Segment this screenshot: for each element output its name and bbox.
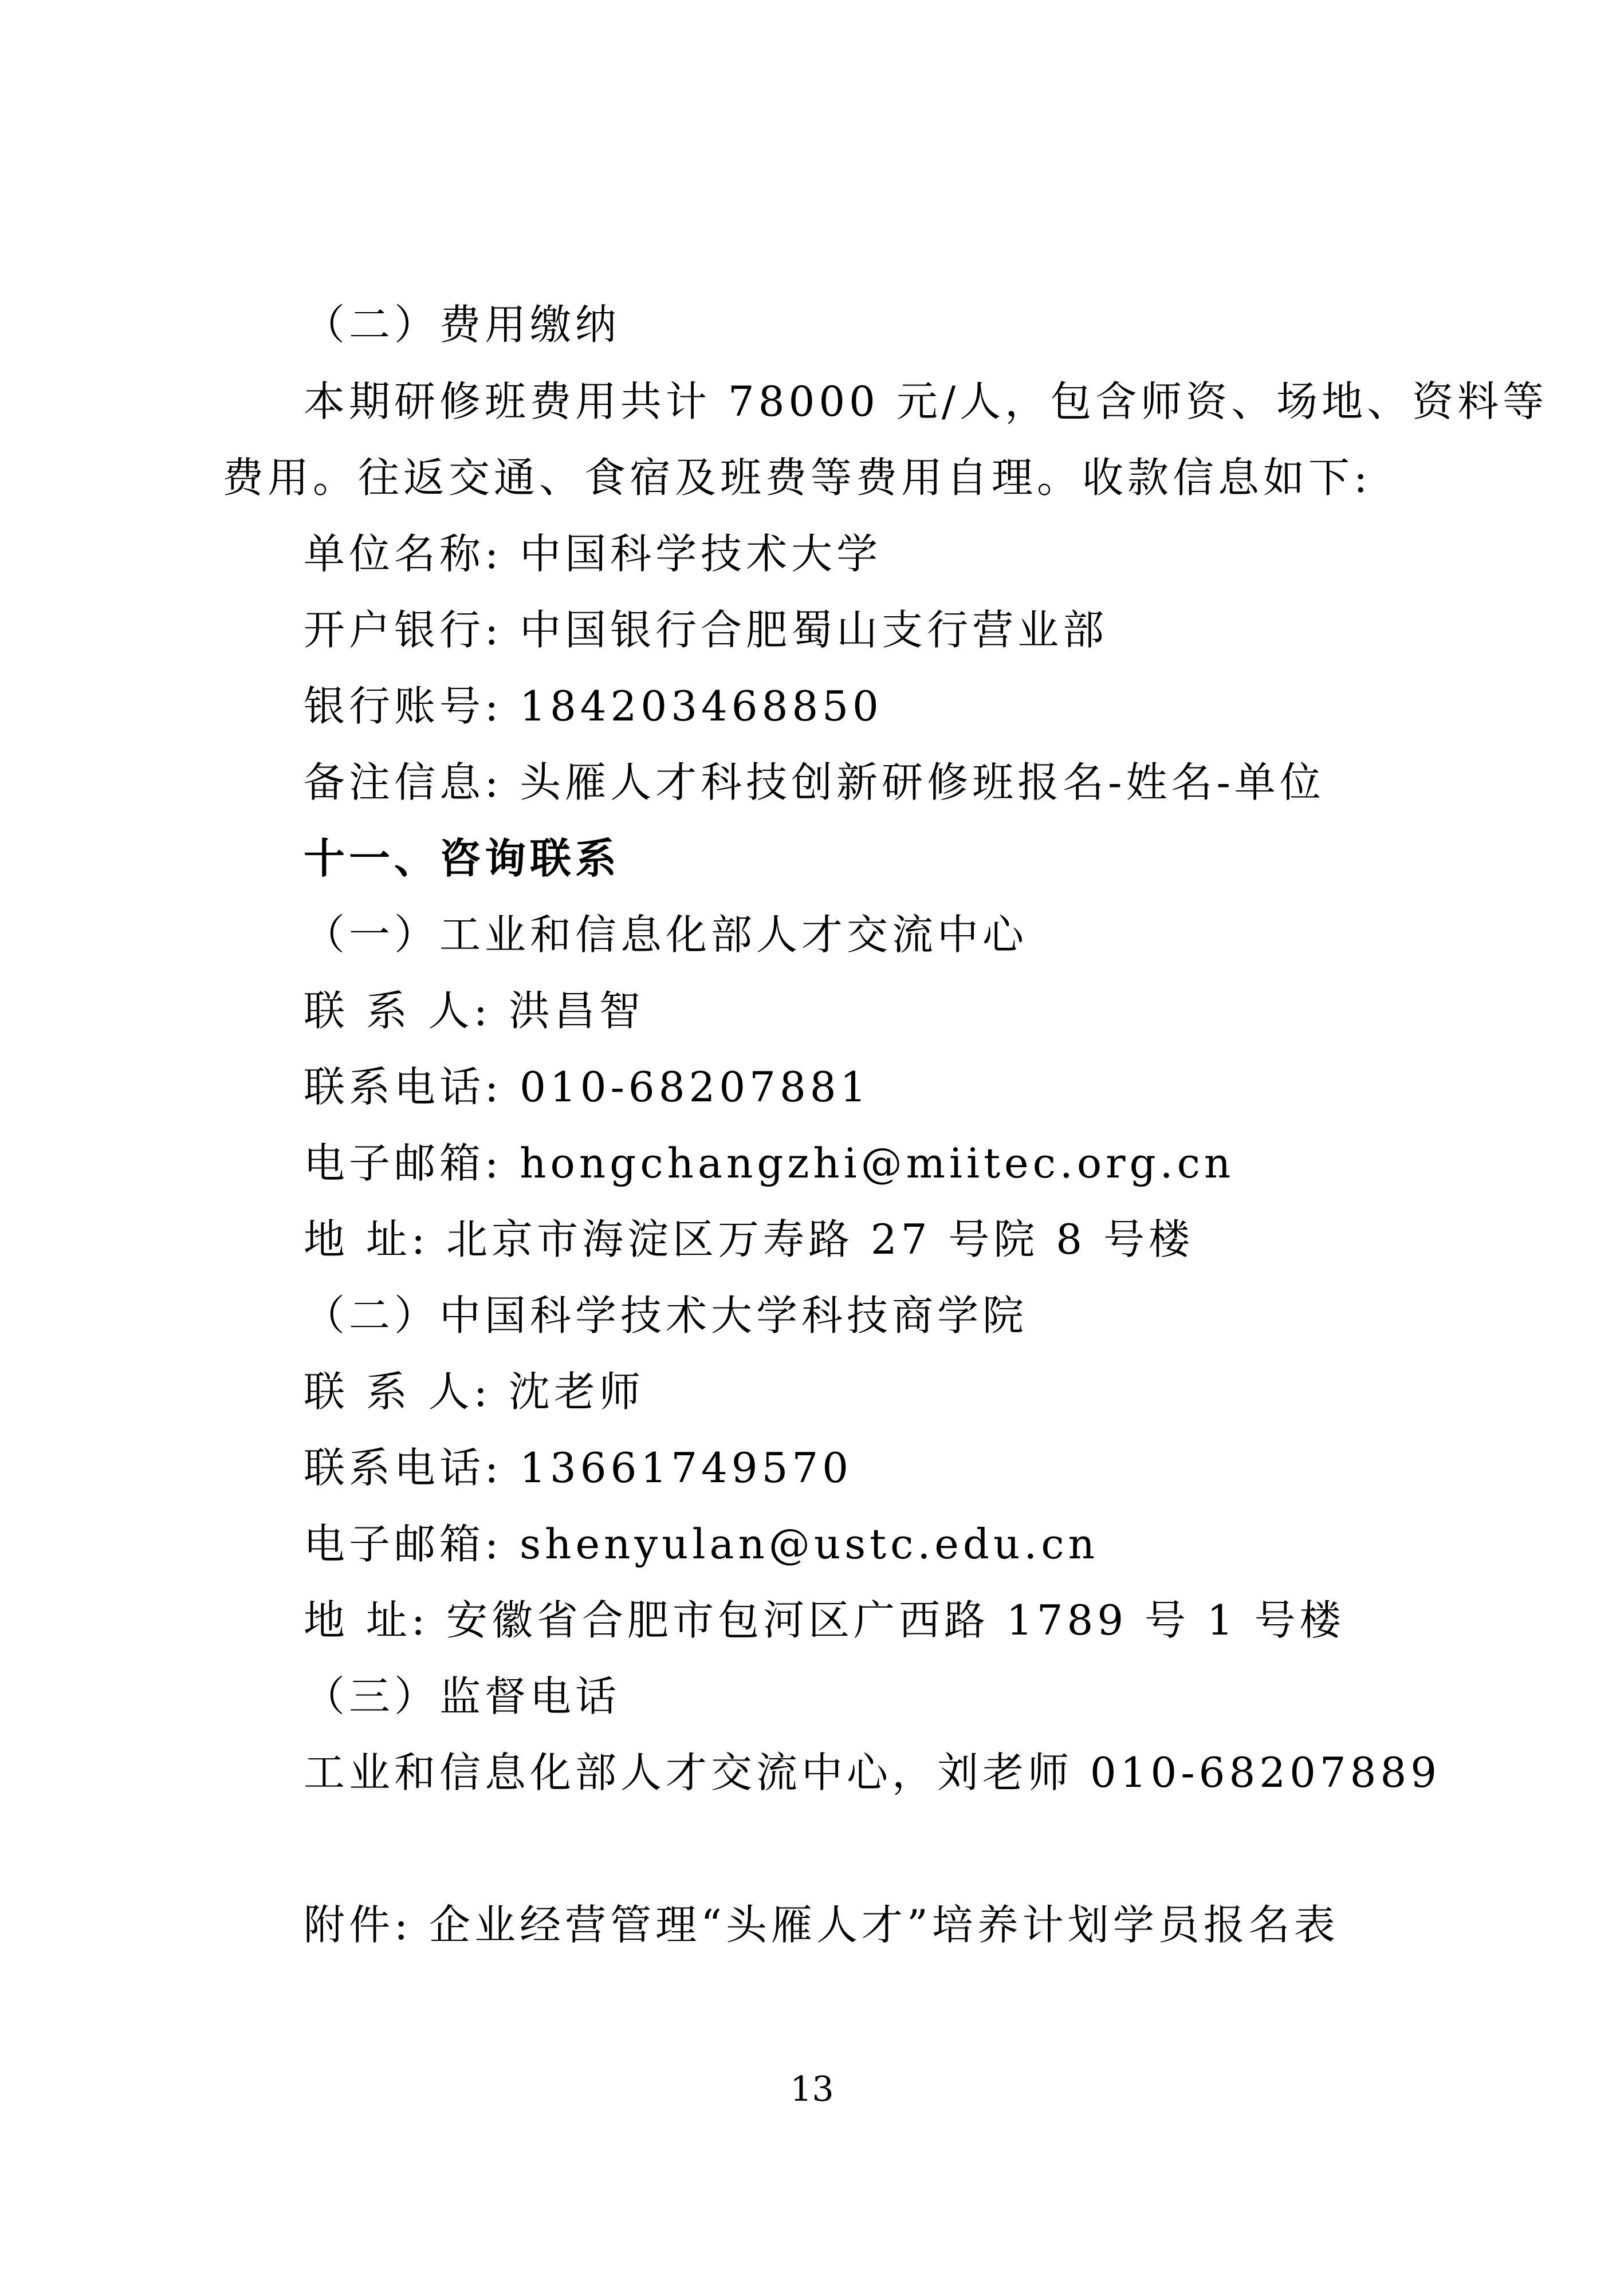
fee-paragraph-line1: 本期研修班费用共计 78000 元/人，包含师资、场地、资料等 bbox=[304, 377, 1548, 426]
org1-title: （一）工业和信息化部人才交流中心 bbox=[304, 911, 1028, 959]
unit-name-line: 单位名称: 中国科学技术大学 bbox=[304, 530, 882, 578]
org2-person: 联 系 人: 沈老师 bbox=[304, 1368, 644, 1416]
supervision-text: 工业和信息化部人才交流中心，刘老师 010-68207889 bbox=[304, 1748, 1441, 1797]
account-line: 银行账号: 184203468850 bbox=[304, 682, 883, 730]
org2-address: 地 址: 安徽省合肥市包河区广西路 1789 号 1 号楼 bbox=[304, 1596, 1345, 1644]
fee-heading: （二）费用缴纳 bbox=[304, 301, 621, 349]
supervision-title: （三）监督电话 bbox=[304, 1672, 621, 1720]
org2-title: （二）中国科学技术大学科技商学院 bbox=[304, 1291, 1028, 1340]
page-number: 13 bbox=[790, 2069, 834, 2109]
org1-address: 地 址: 北京市海淀区万寿路 27 号院 8 号楼 bbox=[304, 1215, 1194, 1263]
contact-heading: 十一、咨询联系 bbox=[304, 834, 621, 883]
org2-phone: 联系电话: 13661749570 bbox=[304, 1444, 853, 1492]
org2-email: 电子邮箱: shenyulan@ustc.edu.cn bbox=[304, 1520, 1099, 1568]
fee-paragraph-line2: 费用。往返交通、食宿及班费等费用自理。收款信息如下: bbox=[222, 454, 1372, 502]
org1-person: 联 系 人: 洪昌智 bbox=[304, 987, 644, 1035]
org1-email: 电子邮箱: hongchangzhi@miitec.org.cn bbox=[304, 1139, 1235, 1187]
org1-phone: 联系电话: 010-68207881 bbox=[304, 1063, 871, 1111]
remark-line: 备注信息: 头雁人才科技创新研修班报名-姓名-单位 bbox=[304, 758, 1325, 806]
bank-line: 开户银行: 中国银行合肥蜀山支行营业部 bbox=[304, 606, 1108, 654]
attachment-line: 附件: 企业经营管理“头雁人才”培养计划学员报名表 bbox=[304, 1901, 1339, 1949]
